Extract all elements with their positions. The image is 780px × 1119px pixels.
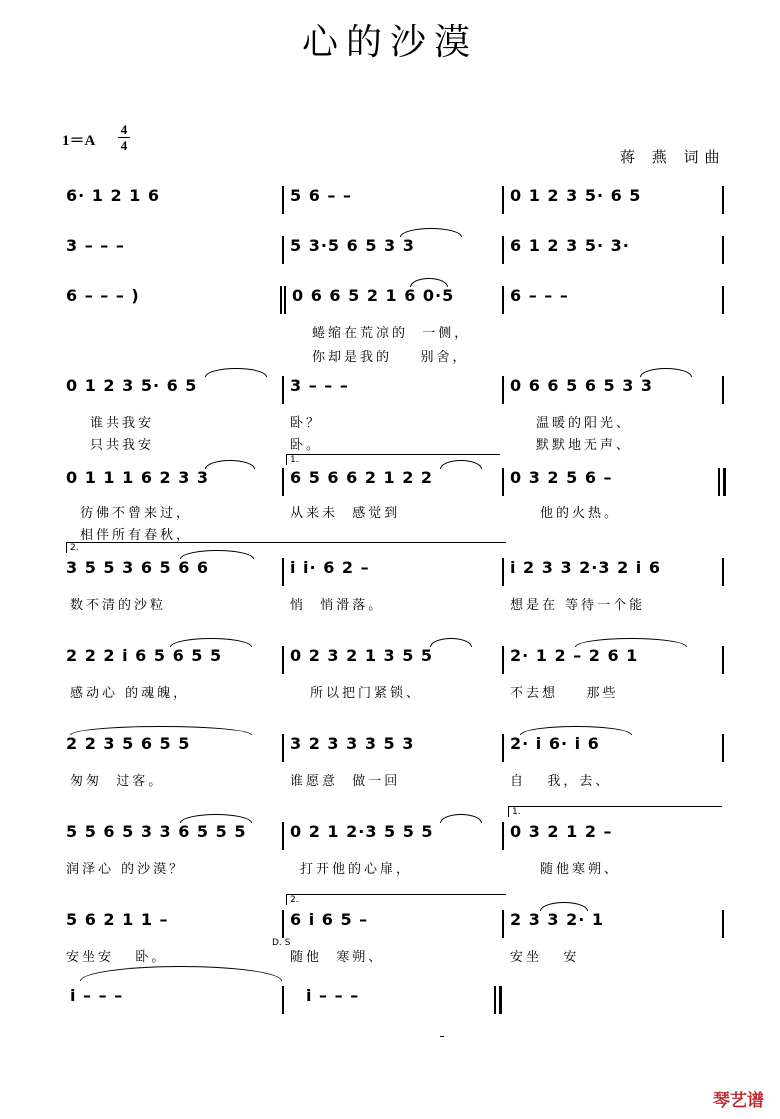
lyric-verse-2: 只共我安	[90, 438, 155, 453]
measure: 3 – – –	[66, 236, 125, 255]
key-signature: 1＝A	[62, 133, 96, 149]
lyric: 自 我，去、	[510, 774, 612, 789]
measure: 0 3 2 5 6 –	[510, 468, 613, 487]
measure: 3 – – –	[290, 376, 349, 395]
volta-first-ending: 1.	[508, 806, 722, 817]
measure: 6 5 6 6 2 1 2 2	[290, 468, 434, 487]
measure: 6 – – – )	[66, 286, 140, 305]
lyric: 安坐安 卧。	[66, 950, 168, 965]
measure: 5 5 6 5 3 3 6 5 5 5	[66, 822, 247, 841]
measure: 0 2 3 2 1 3 5 5	[290, 646, 434, 665]
time-sig-top: 4	[120, 122, 128, 137]
measure: 0 1 2 3 5· 6 5	[510, 186, 642, 205]
measure: 6 i 6 5 –	[290, 910, 369, 929]
measure: 2· 1 2 – 2 6 1	[510, 646, 639, 665]
lyric: 所以把门紧锁、	[310, 686, 423, 701]
lyric: 想是在 等待一个能	[510, 598, 646, 613]
lyric-verse-1: 温暖的阳光、	[536, 416, 633, 431]
lyric-verse-1: 彷佛不曾来过，	[80, 506, 193, 521]
lyric-verse-1: 谁共我安	[90, 416, 155, 431]
song-title: 心的沙漠	[301, 22, 478, 63]
measure: 2 3 3 2· 1	[510, 910, 605, 929]
measure: i – – –	[306, 986, 360, 1005]
page-mark	[440, 1036, 444, 1037]
lyric-verse-1: 卧？	[290, 416, 323, 431]
lyric: 数不清的沙粒	[70, 598, 167, 613]
measure: 2· i 6· i 6	[510, 734, 600, 753]
measure: 0 1 2 3 5· 6 5	[66, 376, 198, 395]
measure: 0 2 1 2·3 5 5 5	[290, 822, 434, 841]
lyric-verse-1: 蜷缩在荒凉的 一侧，	[312, 326, 471, 341]
measure: 5 6 – –	[290, 186, 352, 205]
measure: 2 2 3 5 6 5 5	[66, 734, 191, 753]
volta-second-ending: 2.	[66, 542, 506, 553]
lyric-verse-2: 相伴所有春秋，	[80, 528, 193, 543]
measure: 3 2 3 3 3 5 3	[290, 734, 415, 753]
measure: i i· 6 2 –	[290, 558, 370, 577]
credit-line: 蒋 燕 词曲	[620, 148, 726, 166]
measure: 5 6 2 1 1 –	[66, 910, 169, 929]
lyric-verse-2: 你却是我的 别舍，	[312, 350, 469, 365]
lyric: 感动心 的魂魄，	[70, 686, 190, 701]
lyric: 安坐 安	[510, 950, 580, 965]
measure: i 2 3 3 2·3 2 i 6	[510, 558, 661, 577]
volta-second-ending: 2.	[286, 894, 506, 905]
lyric: 随他寒朔、	[540, 862, 621, 877]
measure: i – – –	[70, 986, 124, 1005]
time-signature	[116, 122, 132, 153]
measure: 5 3·5 6 5 3 3	[290, 236, 415, 255]
lyric-verse-2: 默默地无声、	[536, 438, 633, 453]
lyric-verse-2: 卧。	[290, 438, 323, 453]
lyric: 悄 悄滑落。	[290, 598, 385, 613]
measure: 0 6 6 5 6 5 3 3	[510, 376, 654, 395]
measure: 6 – – –	[510, 286, 569, 305]
lyric: 打开他的心扉，	[300, 862, 413, 877]
lyric: 随他 寒朔、	[290, 950, 385, 965]
lyric: 不去想 那些	[510, 686, 619, 701]
lyric-verse-1: 他的火热。	[540, 506, 621, 521]
time-sig-bottom: 4	[120, 138, 128, 153]
lyric: 匆匆 过客。	[70, 774, 165, 789]
lyric: 谁愿意 做一回	[290, 774, 401, 789]
lyric-verse-1: 从来未 感觉到	[290, 506, 401, 521]
measure: 6 1 2 3 5· 3·	[510, 236, 630, 255]
measure: 0 1 1 1 6 2 3 3	[66, 468, 210, 487]
measure: 6· 1 2 1 6	[66, 186, 161, 205]
measure: 0 3 2 1 2 –	[510, 822, 613, 841]
watermark-logo: 琴艺谱	[713, 1091, 764, 1111]
measure: 3 5 5 3 6 5 6 6	[66, 558, 210, 577]
measure: 2 2 2 i 6 5 6 5 5	[66, 646, 223, 665]
lyric: 润泽心 的沙漠？	[66, 862, 186, 877]
dal-segno-mark: D. S	[272, 938, 291, 948]
volta-first-ending: 1.	[286, 454, 500, 465]
measure: 0 6 6 5 2 1 6 0·5	[292, 286, 455, 305]
